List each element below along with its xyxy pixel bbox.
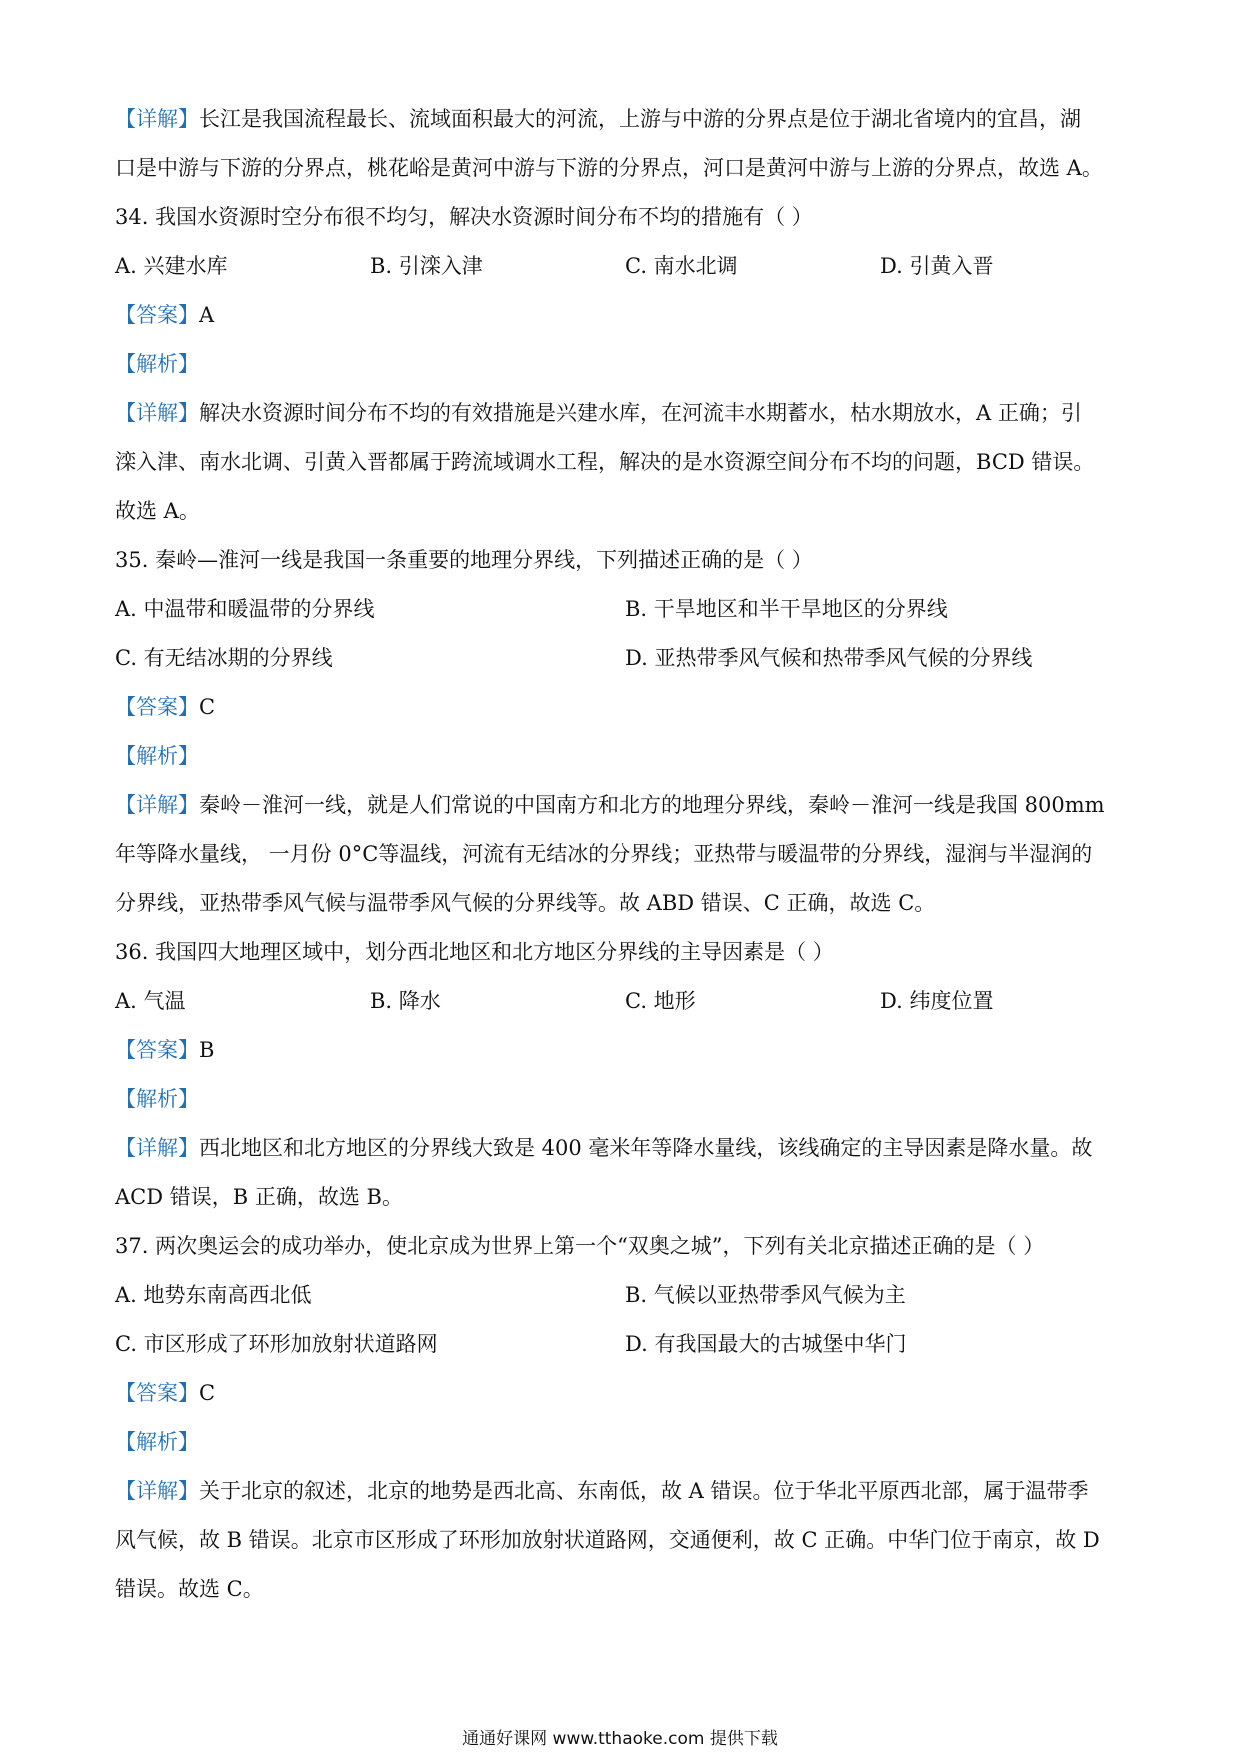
- q37-detail-line-1: 【详解】关于北京的叙述，北京的地势是西北高、东南低，故 A 错误。位于华北平原西北部，属于温带季: [115, 1479, 1089, 1503]
- q36-analysis: [115, 1075, 1135, 1124]
- answer-tag: 【答案】: [115, 695, 199, 719]
- q36-option-a: A. 气温: [115, 989, 186, 1013]
- q36-option-c: C. 地形: [625, 989, 696, 1013]
- q34-analysis: [115, 340, 1135, 389]
- q35-detail-line-1: 【详解】秦岭－淮河一线，就是人们常说的中国南方和北方的地理分界线，秦岭－淮河一线是我国 800mm: [115, 793, 1105, 817]
- q34-option-c: C. 南水北调: [625, 254, 738, 278]
- q35-answer-value: C: [199, 695, 216, 719]
- q33-detail-line-1: 【详解】长江是我国流程最长、流域面积最大的河流，上游与中游的分界点是位于湖北省境内的宜昌，湖: [115, 107, 1081, 131]
- q35-answer: [115, 683, 1135, 732]
- q34-stem: 34. 我国水资源时空分布很不均匀，解决水资源时间分布不均的措施有（ ）: [115, 205, 813, 229]
- q35-options-row-1: [115, 585, 1135, 634]
- q36-options: [115, 977, 1135, 1026]
- q36-answer-value: B: [199, 1038, 215, 1062]
- q35-option-d: D. 亚热带季风气候和热带季风气候的分界线: [625, 646, 1033, 670]
- q35-option-c: C. 有无结冰期的分界线: [115, 646, 333, 670]
- analysis-tag: 【解析】: [115, 1430, 199, 1454]
- q33-detail-line-2: 口是中游与下游的分界点，桃花峪是黄河中游与下游的分界点，河口是黄河中游与上游的分界点，故选 A。: [115, 156, 1103, 180]
- q37-option-c: C. 市区形成了环形加放射状道路网: [115, 1332, 438, 1356]
- analysis-tag: 【解析】: [115, 1087, 199, 1111]
- q37-option-b: B. 气候以亚热带季风气候为主: [625, 1283, 906, 1307]
- q37-analysis: [115, 1418, 1135, 1467]
- q34-detail-line-2: 滦入津、南水北调、引黄入晋都属于跨流域调水工程，解决的是水资源空间分布不均的问题，BCD 错误。: [115, 450, 1095, 474]
- detail-tag: 【详解】: [115, 793, 199, 817]
- q34-option-d: D. 引黄入晋: [880, 254, 994, 278]
- q35-options-row-2: [115, 634, 1135, 683]
- q36-detail-line-1: 【详解】西北地区和北方地区的分界线大致是 400 毫米年等降水量线，该线确定的主导因素是降水量。故: [115, 1136, 1093, 1160]
- q34-option-b: B. 引滦入津: [370, 254, 483, 278]
- q34-option-a: A. 兴建水库: [115, 254, 228, 278]
- q37-options-row-1: [115, 1271, 1135, 1320]
- q34-detail-line-3: 故选 A。: [115, 499, 200, 523]
- q36-stem: 36. 我国四大地理区域中，划分西北地区和北方地区分界线的主导因素是（ ）: [115, 940, 834, 964]
- q37-answer-value: C: [199, 1381, 216, 1405]
- q36-option-b: B. 降水: [370, 989, 441, 1013]
- answer-tag: 【答案】: [115, 1038, 199, 1062]
- q37-detail-line-2: 风气候，故 B 错误。北京市区形成了环形加放射状道路网，交通便利，故 C 正确。中华门位于南京，故 D: [115, 1528, 1100, 1552]
- q35-detail-line-2: 年等降水量线， 一月份 0°C等温线，河流有无结冰的分界线；亚热带与暖温带的分界线，湿润与半湿润的: [115, 842, 1093, 866]
- q35-option-a: A. 中温带和暖温带的分界线: [115, 597, 375, 621]
- q34-answer-value: A: [199, 303, 215, 327]
- detail-tag: 【详解】: [115, 1479, 199, 1503]
- detail-tag: 【详解】: [115, 107, 199, 131]
- analysis-tag: 【解析】: [115, 352, 199, 376]
- q35-analysis: [115, 732, 1135, 781]
- q37-option-d: D. 有我国最大的古城堡中华门: [625, 1332, 907, 1356]
- answer-tag: 【答案】: [115, 303, 199, 327]
- q34-options: [115, 242, 1135, 291]
- q36-detail-line-2: ACD 错误，B 正确，故选 B。: [115, 1185, 403, 1209]
- q36-answer: [115, 1026, 1135, 1075]
- q35-detail-line-3: 分界线，亚热带季风气候与温带季风气候的分界线等。故 ABD 错误、C 正确，故选 C。: [115, 891, 936, 915]
- document-page: [115, 95, 1135, 1614]
- analysis-tag: 【解析】: [115, 744, 199, 768]
- page-footer: 通通好课网 www.tthaoke.com 提供下载: [462, 1729, 778, 1749]
- q37-stem: 37. 两次奥运会的成功举办，使北京成为世界上第一个“双奥之城”，下列有关北京描述正确的是（ ）: [115, 1234, 1045, 1258]
- q37-detail-line-3: 错误。故选 C。: [115, 1577, 264, 1601]
- q36-option-d: D. 纬度位置: [880, 989, 994, 1013]
- q37-option-a: A. 地势东南高西北低: [115, 1283, 312, 1307]
- q34-detail-line-1: 【详解】解决水资源时间分布不均的有效措施是兴建水库，在河流丰水期蓄水，枯水期放水，A 正确；引: [115, 401, 1082, 425]
- q35-stem: 35. 秦岭—淮河一线是我国一条重要的地理分界线，下列描述正确的是（ ）: [115, 548, 813, 572]
- q37-answer: [115, 1369, 1135, 1418]
- detail-tag: 【详解】: [115, 401, 199, 425]
- q37-options-row-2: [115, 1320, 1135, 1369]
- answer-tag: 【答案】: [115, 1381, 199, 1405]
- q35-option-b: B. 干旱地区和半干旱地区的分界线: [625, 597, 948, 621]
- detail-tag: 【详解】: [115, 1136, 199, 1160]
- q34-answer: [115, 291, 1135, 340]
